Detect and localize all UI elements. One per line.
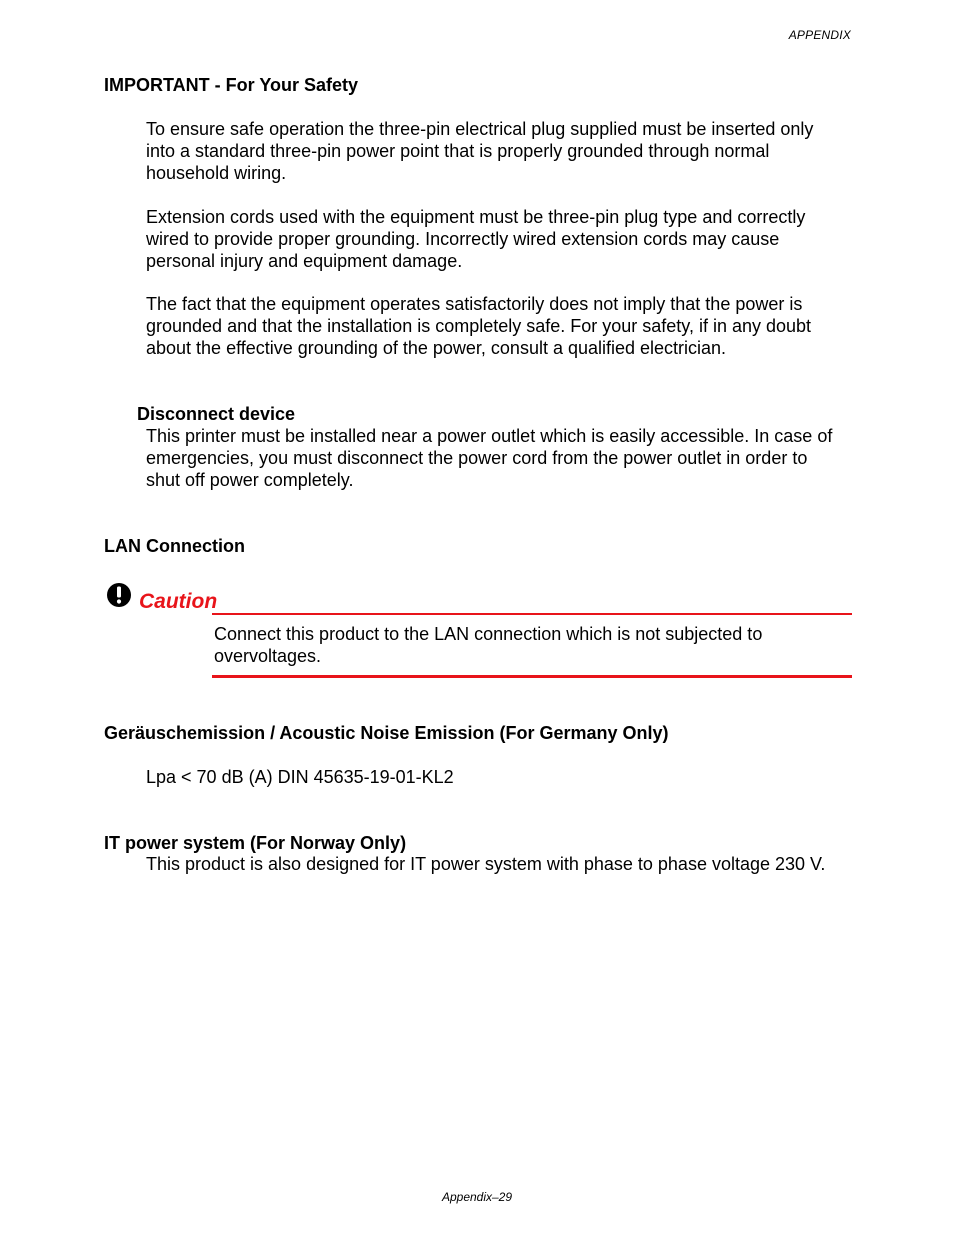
caution-block [104, 582, 852, 682]
disconnect-heading: Disconnect device [137, 404, 296, 424]
safety-paragraph-1: To ensure safe operation the three-pin electrical plug supplied must be inserted only into a standard three-pin power point that is properly grounded through normal household wiring. [146, 119, 814, 183]
it-power-heading: IT power system (For Norway Only) [104, 833, 407, 853]
running-header: APPENDIX [788, 28, 851, 42]
safety-paragraph-2: Extension cords used with the equipment must be three-pin plug type and correctly wired to provide proper grounding. Incorrectly wired extension cords may cause personal injury and equipment damage. [146, 207, 806, 271]
caution-bottom-rule [212, 675, 852, 678]
disconnect-paragraph: This printer must be installed near a power outlet which is easily accessible. In case of emergencies, you must disconnect the power cord from the power outlet in order to shut off power completely. [146, 426, 833, 490]
it-power-paragraph: This product is also designed for IT power system with phase to phase voltage 230 V. [146, 854, 826, 874]
caution-top-rule [212, 613, 852, 615]
exclamation-circle-icon [106, 582, 132, 608]
lan-heading: LAN Connection [104, 536, 245, 556]
page-footer: Appendix–29 [441, 1190, 513, 1204]
safety-heading: IMPORTANT - For Your Safety [104, 75, 359, 95]
caution-label: Caution [139, 590, 218, 613]
caution-text: Connect this product to the LAN connection which is not subjected to overvoltages. [214, 624, 763, 666]
noise-value: Lpa < 70 dB (A) DIN 45635-19-01-KL2 [146, 767, 454, 787]
noise-heading: Geräuschemission / Acoustic Noise Emission (For Germany Only) [104, 723, 669, 743]
safety-paragraph-3: The fact that the equipment operates satisfactorily does not imply that the power is grounded and that the installation is completely safe. For your safety, if in any doubt about the effective grounding of the power, consult a qualified electrician. [146, 294, 812, 358]
